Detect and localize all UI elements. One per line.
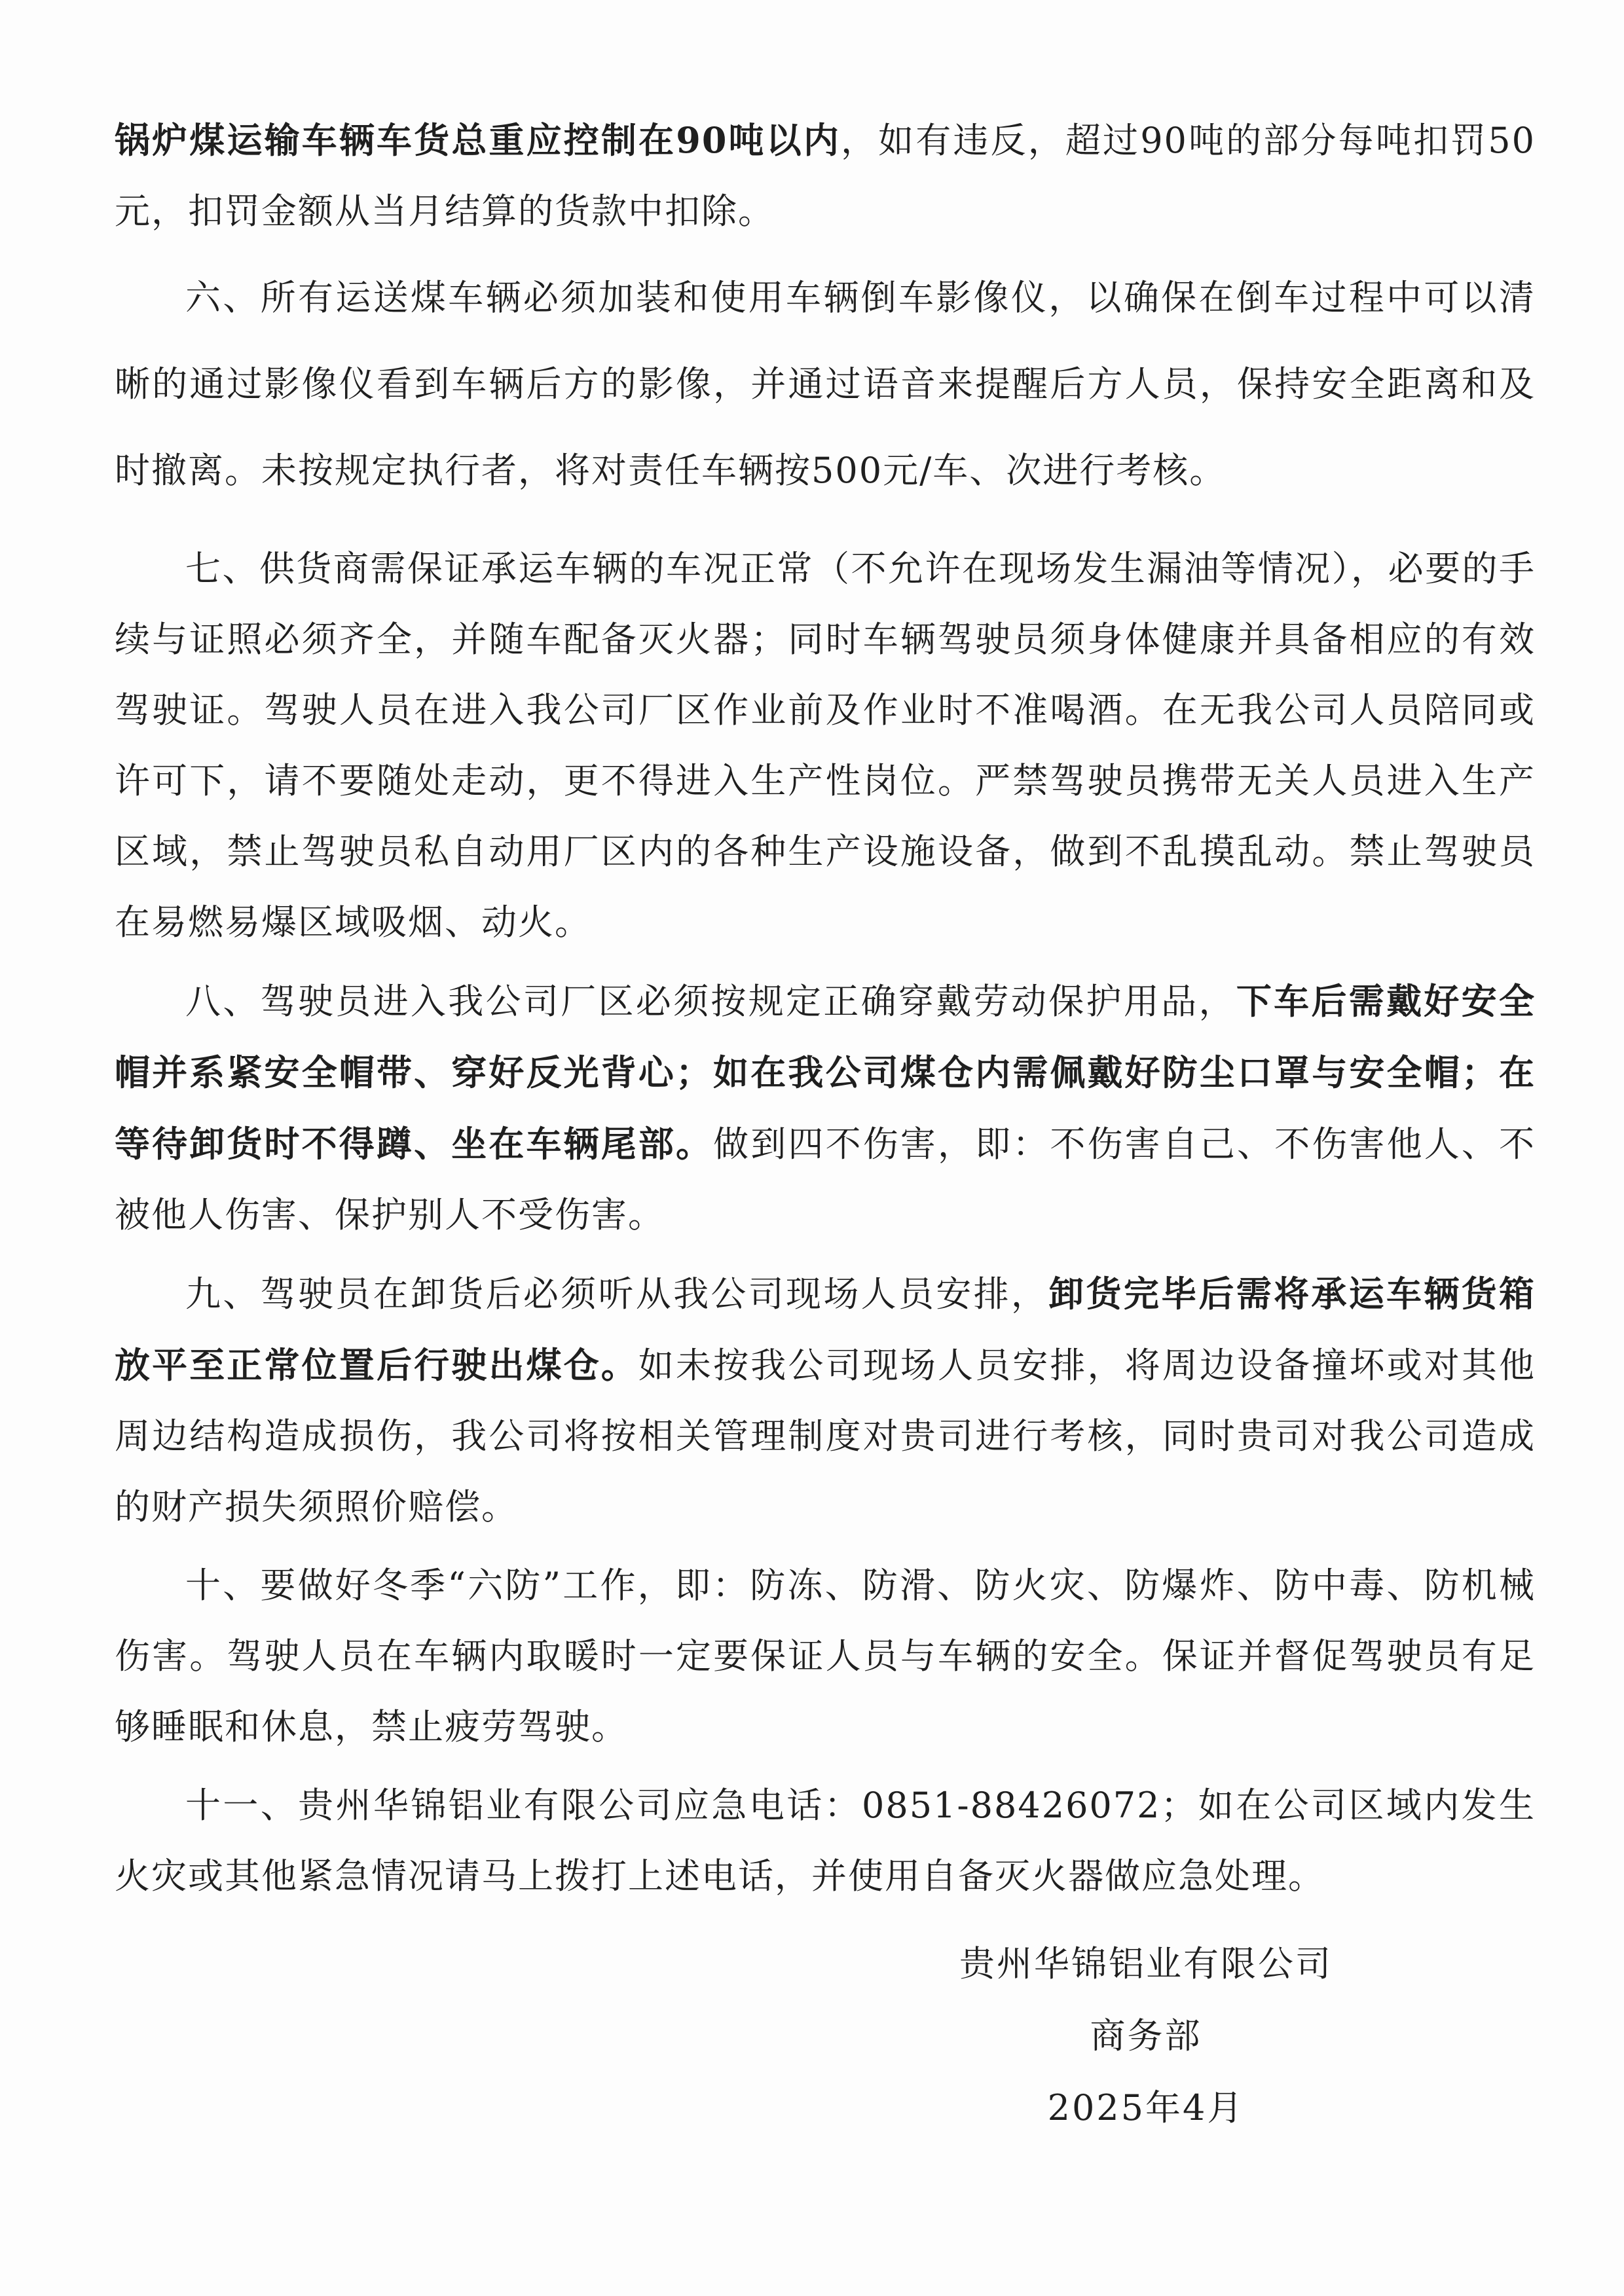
text-segment: ，如有违反，超过90吨的部分每吨扣罚50元，扣罚金额从当月结算的货款中扣除。 <box>115 120 1536 232</box>
text-segment-bold: 卸货完毕后需将承运车辆货箱放平至正常位置后行驶出煤仓。 <box>115 1273 1536 1386</box>
text-segment: 十一、贵州华锦铝业有限公司应急电话：0851-88426072；如在公司区域内发生火灾或其他紧急情况请马上拨打上述电话，并使用自备灭火器做应急处理。 <box>115 1785 1536 1897</box>
paragraph-item-six <box>115 255 1536 514</box>
paragraph-item-seven <box>115 534 1536 958</box>
paragraph-item-five-continued <box>115 105 1536 247</box>
text-segment: 做到四不伤害，即：不伤害自己、不伤害他人、不被他人伤害、保护别人不受伤害。 <box>115 1123 1536 1235</box>
text-segment: 十、要做好冬季“六防”工作，即：防冻、防滑、防火灾、防爆炸、防中毒、防机械伤害。驾驶人员在车辆内取暖时一定要保证人员与车辆的安全。保证并督促驾驶员有足够睡眠和休息，禁止疲劳驾驶。 <box>115 1565 1536 1747</box>
paragraph-item-eleven <box>115 1770 1536 1912</box>
text-segment: 六、所有运送煤车辆必须加装和使用车辆倒车影像仪，以确保在倒车过程中可以清晰的通过影像仪看到车辆后方的影像，并通过语音来提醒后方人员，保持安全距离和及时撤离。未按规定执行者，将对责任车辆按500元/车、次进行考核。 <box>115 277 1536 491</box>
signature-department: 商务部 <box>1090 2015 1202 2056</box>
text-segment: 七、供货商需保证承运车辆的车况正常（不允许在现场发生漏油等情况），必要的手续与证照必须齐全，并随车配备灭火器；同时车辆驾驶员须身体健康并具备相应的有效驾驶证。驾驶人员在进入我公司厂区作业前及作业时不准喝酒。在无我公司人员陪同或许可下，请不要随处走动，更不得进入生产性岗位。严禁驾驶员携带无关人员进入生产区域，禁止驾驶员私自动用厂区内的各种生产设施设备，做到不乱摸乱动。禁止驾驶员在易燃易爆区域吸烟、动火。 <box>115 548 1536 943</box>
text-segment: 八、驾驶员进入我公司厂区必须按规定正确穿戴劳动保护用品， <box>185 981 1236 1022</box>
paragraph-item-eight <box>115 966 1536 1250</box>
text-segment-bold: 下车后需戴好安全帽并系紧安全帽带、穿好反光背心；如在我公司煤仓内需佩戴好防尘口罩与安全帽；在等待卸货时不得蹲、坐在车辆尾部。 <box>115 980 1536 1165</box>
text-segment: 九、驾驶员在卸货后必须听从我公司现场人员安排， <box>185 1273 1049 1315</box>
paragraph-item-nine <box>115 1258 1536 1542</box>
signature-block <box>884 1928 1408 2144</box>
signature-company: 贵州华锦铝业有限公司 <box>959 1943 1333 1984</box>
paragraph-item-ten <box>115 1550 1536 1762</box>
text-segment: 锅炉煤运输车辆车货总重应控制在90吨以内 <box>115 119 841 161</box>
text-segment: 如未按我公司现场人员安排，将周边设备撞坏或对其他周边结构造成损伤，我公司将按相关管理制度对贵司进行考核，同时贵司对我公司造成的财产损失须照价赔偿。 <box>115 1345 1536 1527</box>
document-body <box>115 105 1536 1912</box>
signature-date: 2025年4月 <box>1047 2087 1245 2128</box>
